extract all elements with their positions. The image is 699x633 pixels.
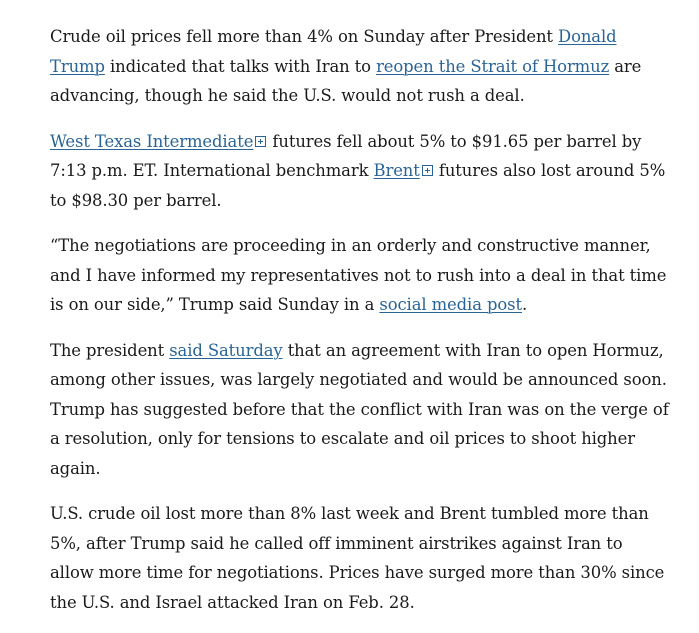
paragraph-text: U.S. crude oil lost more than 8% last week and Brent tumbled more than 5%, after Trump said he called off imminent airstrikes against Iran to allow more time for negotiations. Prices have surged more than 30% since the U.S. and Israel attacked Iran on Feb. 28. <box>50 504 665 612</box>
paragraph-text: that an agreement with Iran to open Hormuz, among other issues, was largely negotiated and would be announced soon. Trump has suggested before that the conflict with Iran was on the verge of a resolution, only for tensions to escalate and oil prices to shoot higher again. <box>50 340 669 478</box>
paragraph-text: The president <box>50 340 170 360</box>
paragraph-2 <box>50 127 670 216</box>
paragraph-5 <box>50 499 670 617</box>
link-west-texas-intermediate[interactable]: West Texas Intermediate <box>50 131 254 151</box>
paragraph-text: futures fell about 5% to $91.65 per barrel by 7:13 p.m. ET. International benchmark <box>50 131 642 180</box>
paragraph-text: Crude oil prices fell more than 4% on Sunday after President <box>50 27 559 46</box>
paragraph-4 <box>50 336 670 484</box>
quote-expand-plus-icon[interactable] <box>422 165 433 176</box>
paragraph-text: “The negotiations are proceeding in an orderly and constructive manner, and I have informed my representatives not to rush into a deal in that time is on our side,” Trump said Sunday in a <box>50 236 667 314</box>
paragraph-text: . <box>521 295 528 314</box>
link-social-media-post[interactable]: social media post <box>379 295 522 314</box>
link-donald-trump[interactable]: Donald Trump <box>50 27 617 76</box>
link-brent[interactable]: Brent <box>373 161 420 180</box>
paragraph-text: indicated that talks with Iran to <box>104 56 377 76</box>
paragraph-text: futures also lost around 5% to $98.30 per barrel. <box>50 161 666 210</box>
link-said-saturday[interactable]: said Saturday <box>169 340 283 360</box>
article-body <box>50 22 670 633</box>
link-reopen-strait-of-hormuz[interactable]: reopen the Strait of Hormuz <box>376 56 610 76</box>
paragraph-text: are advancing, though he said the U.S. would not rush a deal. <box>50 56 642 105</box>
quote-expand-plus-icon[interactable] <box>255 136 266 147</box>
paragraph-1 <box>50 22 670 111</box>
paragraph-3 <box>50 231 670 320</box>
